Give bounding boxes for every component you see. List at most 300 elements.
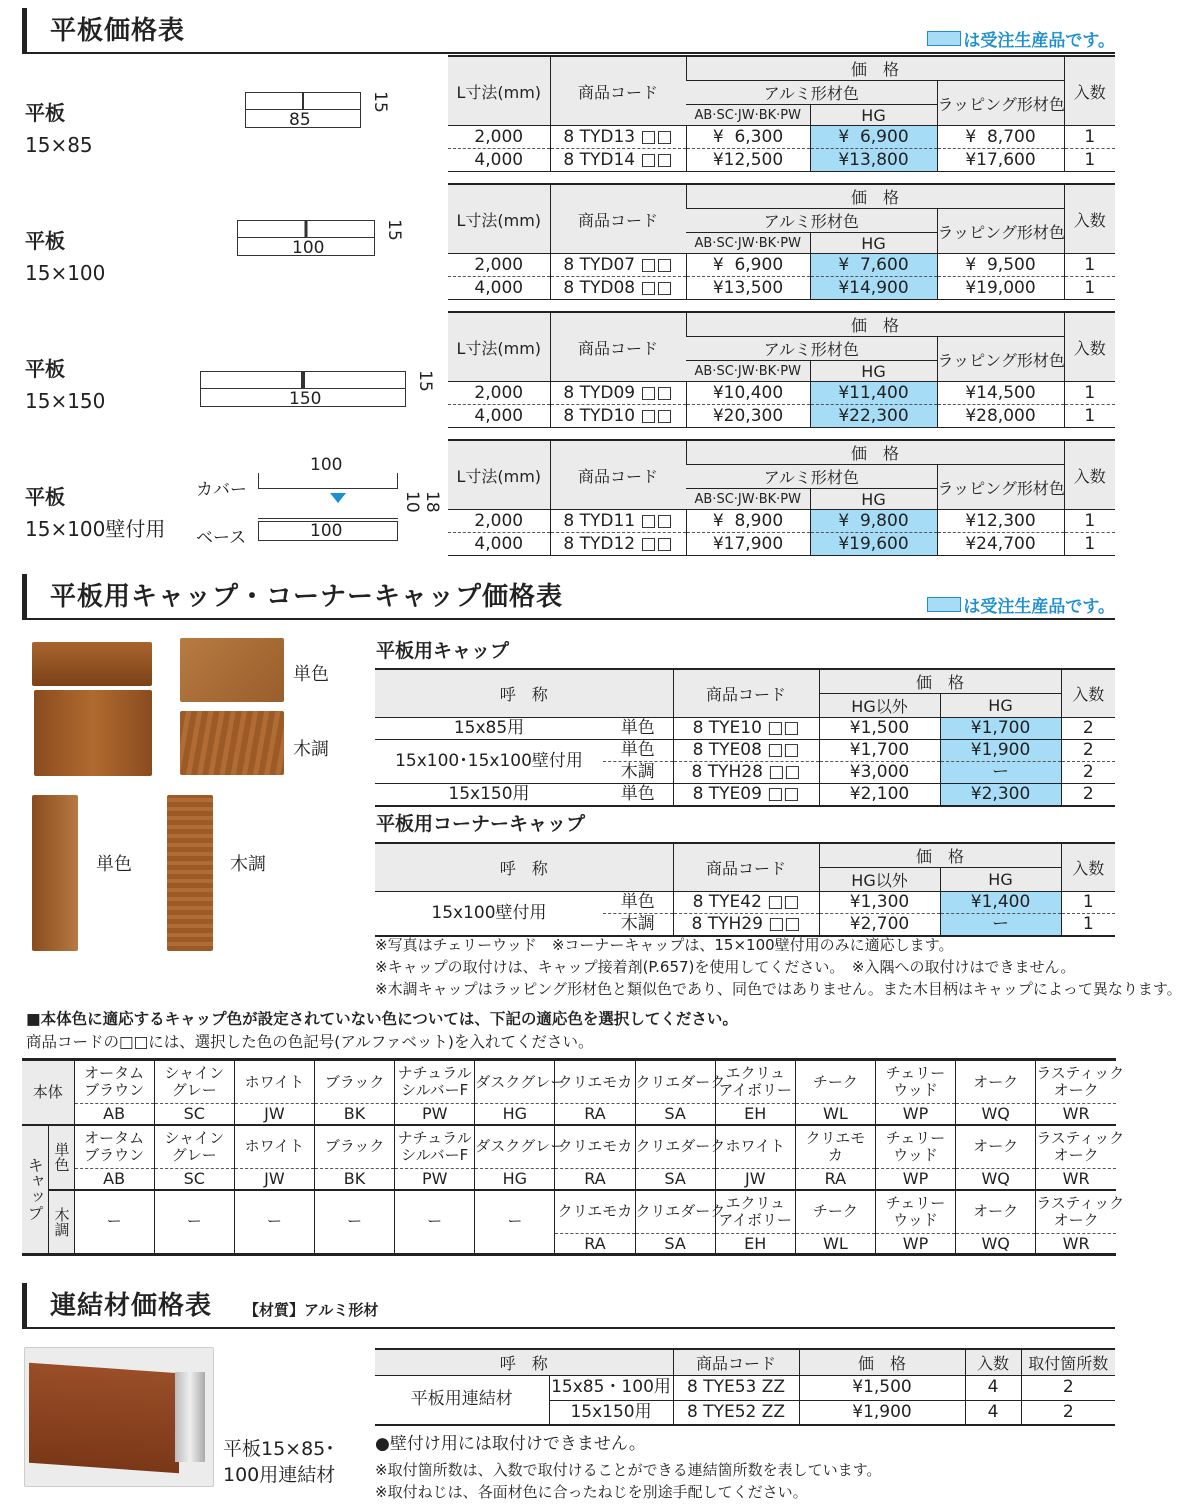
cell-wrap-price: ¥12,300 [937,510,1064,533]
cell-qty: 1 [1064,510,1115,533]
cell-length: 2,000 [448,510,550,533]
header-alumi: アルミ形材色 [686,337,937,361]
board-photo [34,690,152,776]
color-name: クリエモ カ [795,1125,875,1169]
header-price: 価 格 [686,312,1064,337]
color-name: ホワイト [234,1125,314,1169]
color-code: WQ [956,1104,1036,1125]
cell-hg-price: ¥2,300 [940,784,1061,807]
cell-hg-price: ¥ 6,900 [810,126,937,149]
connector-price-table [375,1348,1115,1426]
table-row [375,718,1115,740]
cell-qty: 1 [1061,892,1115,914]
cell-alumi-price: ¥ 6,300 [686,126,810,149]
cell-qty: 1 [1064,126,1115,149]
cell-hg-price: ¥1,700 [940,718,1061,740]
cell-alumi-price: ¥ 8,900 [686,510,810,533]
color-code-row [22,1104,1116,1125]
table-row [448,382,1115,405]
cell-alumi-price: ¥12,500 [686,149,810,172]
color-name: ラスティック オーク [1036,1060,1116,1104]
color-name: クリエモカ [555,1125,635,1169]
made-to-order-legend [927,592,1115,617]
header-price: 価 格 [819,843,1061,868]
header-length: L寸法(mm) [448,184,550,254]
cell-price: ¥1,300 [819,892,940,914]
product-price-table [448,183,1115,300]
legend-text: は受注生産品です。 [963,31,1115,51]
cap-table-title: 平板用キャップ [376,640,510,662]
header-hg: HG [810,105,937,126]
color-name: ラスティック オーク [1036,1125,1116,1169]
color-code: SC [154,1169,234,1190]
width-dimension: 150 [289,389,322,409]
color-code: WR [1036,1104,1116,1125]
color-code: SA [635,1234,715,1255]
color-code: WL [795,1104,875,1125]
connector-photo [24,1347,214,1487]
header-name: 呼 称 [375,669,673,718]
cell-alumi-price: ¥17,900 [686,533,810,556]
solid-color-swatch [180,638,284,702]
cap-price-table [375,668,1115,807]
color-name: ホワイト [234,1060,314,1104]
note: ※キャップの取付けは、キャップ接着剤(P.657)を使用してください。 ※入隅への取付けはできません。 [375,958,1076,976]
cell-code: 8 TYE42 □□ [673,892,819,914]
header-qty: 入数 [1064,184,1115,254]
cell-qty: 1 [1064,277,1115,300]
color-code: WR [1036,1169,1116,1190]
cell-code: 8 TYD07 □□ [550,254,686,277]
product-name: 平板 [25,357,65,381]
cell-price: ¥1,500 [799,1375,965,1400]
table-row [448,510,1115,533]
color-name: ー [154,1190,234,1255]
table-row [448,254,1115,277]
cell-qty: 1 [1061,914,1115,937]
product-name: 平板 [25,485,65,509]
color-code: WR [1036,1234,1116,1255]
color-code: WP [875,1104,955,1125]
cell-type: 単色 [603,718,673,740]
color-lead: ■本体色に適応するキャップ色が設定されていない色については、下記の適応色を選択してください。 [26,1010,738,1028]
header-row [448,56,1115,81]
cell-code: 8 TYE08 □□ [673,740,819,762]
color-name: ー [234,1190,314,1255]
color-name: シャイン グレー [154,1125,234,1169]
color-code: AB [74,1104,154,1125]
header-price: 価 格 [799,1349,965,1375]
header-alumi-std: AB·SC·JW·BK·PW [686,105,810,126]
header-points: 取付箇所数 [1021,1349,1115,1375]
color-name: ダスクグレー [475,1060,555,1104]
cell-wrap-price: ¥28,000 [937,405,1064,428]
width-dimension: 100 [292,238,325,258]
connector-photo-label: 平板15×85･ 100用連結材 [223,1438,336,1486]
cell-qty: 1 [1064,149,1115,172]
section-title: 平板用キャップ・コーナーキャップ価格表 [50,582,564,612]
cell-price: ¥2,700 [819,914,940,937]
color-code: RA [555,1234,635,1255]
product-block [0,311,1142,436]
color-name: ラスティック オーク [1036,1190,1116,1234]
height-dimension: 15 [383,219,404,241]
cell-code: 8 TYD10 □□ [550,405,686,428]
cell-qty: 4 [965,1400,1021,1425]
base-label: ベース [196,528,247,548]
cell-name: 15x85用 [375,718,603,740]
header-row [448,312,1115,337]
cap-photo-top [32,642,152,686]
cell-qty: 4 [965,1375,1021,1400]
cell-qty: 1 [1064,382,1115,405]
cell-qty: 1 [1064,254,1115,277]
product-size: 15×100 [25,261,106,285]
cell-alumi-price: ¥13,500 [686,277,810,300]
height-dimensions: 18 10 [402,491,442,513]
cell-qty: 2 [1061,762,1115,784]
cell-hg-price: ¥14,900 [810,277,937,300]
cell-price: ¥1,500 [819,718,940,740]
made-to-order-legend [927,26,1115,51]
header-wrap: ラッピング形材色 [937,465,1064,510]
section-title: 平板価格表 [50,16,186,46]
corner-cap-table-title: 平板用コーナーキャップ [376,813,586,835]
cell-hg-price: ¥13,800 [810,149,937,172]
cell-code: 8 TYD11 □□ [550,510,686,533]
color-code: WP [875,1169,955,1190]
color-name: クリエダーク [635,1060,715,1104]
cell-qty: 1 [1064,533,1115,556]
color-name: ナチュラル シルバーF [395,1060,475,1104]
cell-hg-price: ¥11,400 [810,382,937,405]
color-name: ダスクグレー [475,1125,555,1169]
color-name: ー [314,1190,394,1255]
color-name: ナチュラル シルバーF [395,1125,475,1169]
legend-swatch [927,31,961,46]
header-code: 商品コード [550,56,686,126]
header-row [375,669,1115,694]
color-code: SA [635,1104,715,1125]
color-code: WP [875,1234,955,1255]
cap-color-table [22,1058,1125,1256]
corner-cap-solid-photo [32,795,78,951]
cell-alumi-price: ¥20,300 [686,405,810,428]
header-hg: HG [940,694,1061,718]
cover-profile [258,473,398,489]
cell-type: 単色 [603,892,673,914]
cell-type: 単色 [603,784,673,807]
cell-length: 4,000 [448,533,550,556]
header-length: L寸法(mm) [448,56,550,126]
color-code: PW [395,1169,475,1190]
cell-qty: 1 [1064,405,1115,428]
cell-code: 8 TYE09 □□ [673,784,819,807]
color-code: WQ [956,1169,1036,1190]
header-wrap: ラッピング形材色 [937,209,1064,254]
table-row [375,740,1115,762]
cell-hg-price: ¥ 7,600 [810,254,937,277]
board-profile [237,220,375,238]
note: ※木調キャップはラッピング形材色と類似色であり、同色ではありません。また木目柄はキャップによって異なります。 [375,980,1182,998]
cell-hg-price: ¥1,400 [940,892,1061,914]
section-header-connector-prices [22,1283,1115,1329]
section-header-flat-board-prices [22,8,1115,54]
photo-label-wood: 木調 [293,739,329,760]
cell-hg-price: ¥1,900 [940,740,1061,762]
cell-length: 2,000 [448,254,550,277]
legend-text: は受注生産品です。 [963,597,1115,617]
cell-type: 木調 [603,762,673,784]
legend-swatch [927,597,961,612]
product-block [0,439,1142,564]
cell-code: 8 TYH28 □□ [673,762,819,784]
color-name-row [22,1125,1116,1169]
cell-alumi-price: ¥ 6,900 [686,254,810,277]
table-row [448,149,1115,172]
color-name: クリエモカ [555,1190,635,1234]
product-size: 15×100壁付用 [25,517,166,541]
body-label: 本体 [22,1060,74,1125]
header-alumi-std: AB·SC·JW·BK·PW [686,489,810,510]
color-code: EH [715,1104,795,1125]
header-qty: 入数 [965,1349,1021,1375]
product-name: 平板 [25,229,65,253]
cell-qty: 2 [1061,718,1115,740]
color-name: オーク [956,1190,1036,1234]
header-row [375,1349,1115,1375]
color-code: RA [795,1169,875,1190]
header-qty: 入数 [1064,440,1115,510]
header-non-hg: HG以外 [819,868,940,892]
header-code: 商品コード [550,440,686,510]
header-qty: 入数 [1064,56,1115,126]
color-code: JW [715,1169,795,1190]
color-name: ー [475,1190,555,1255]
header-price: 価 格 [686,56,1064,81]
color-name: エクリュ アイボリー [715,1190,795,1234]
header-hg: HG [810,361,937,382]
cover-width-dimension: 100 [310,455,343,475]
cell-price: ¥3,000 [819,762,940,784]
product-price-table [448,55,1115,172]
solid-label: 単色 [48,1125,74,1190]
color-code: WQ [956,1234,1036,1255]
cell-code: 8 TYD08 □□ [550,277,686,300]
cell-wrap-price: ¥ 9,500 [937,254,1064,277]
cell-points: 2 [1021,1375,1115,1400]
section-title: 連結材価格表 [50,1291,213,1321]
color-code: JW [234,1104,314,1125]
cell-name: 15x100･15x100壁付用 [375,740,603,784]
header-hg: HG [810,233,937,254]
color-code: RA [555,1104,635,1125]
note: ●壁付け用には取付けできません。 [375,1434,646,1454]
cell-code: 8 TYE10 □□ [673,718,819,740]
header-bar [22,574,27,618]
wood-grain-swatch [180,711,284,775]
header-price: 価 格 [686,440,1064,465]
table-row [448,277,1115,300]
header-alumi-std: AB·SC·JW·BK·PW [686,233,810,254]
product-block [0,183,1142,308]
cell-name: 15x100壁付用 [375,892,603,937]
cross-section-diagram [190,203,440,293]
cell-wrap-price: ¥14,500 [937,382,1064,405]
color-name: エクリュ アイボリー [715,1060,795,1104]
cross-section-diagram [190,75,440,165]
color-name: ブラック [314,1125,394,1169]
table-row [375,892,1115,914]
product-size: 15×150 [25,389,106,413]
board-profile [245,92,361,110]
cell-alumi-price: ¥10,400 [686,382,810,405]
product-price-table [448,439,1115,556]
cell-code: 8 TYD09 □□ [550,382,686,405]
cell-code: 8 TYE53 ZZ [673,1375,799,1400]
cell-group-name: 平板用連結材 [410,1389,513,1410]
section-header-cap-prices [22,574,1115,620]
color-name: ー [395,1190,475,1255]
table-row [375,1375,1115,1400]
header-qty: 入数 [1061,843,1115,892]
header-row [448,184,1115,209]
cap-label: キャップ [22,1125,48,1255]
header-alumi: アルミ形材色 [686,81,937,105]
header-alumi: アルミ形材色 [686,209,937,233]
color-code: SC [154,1104,234,1125]
photo-label-solid: 単色 [96,854,132,875]
header-length: L寸法(mm) [448,312,550,382]
header-wrap: ラッピング形材色 [937,337,1064,382]
note: ※取付箇所数は、入数で取付けることができる連結箇所数を表しています。 [375,1461,882,1479]
header-code: 商品コード [673,1349,799,1375]
color-code: SA [635,1169,715,1190]
corner-cap-price-table [375,842,1115,937]
height-dimension: 15 [414,370,435,392]
table-row [448,533,1115,556]
color-name: クリエダーク [635,1125,715,1169]
color-name: ホワイト [715,1125,795,1169]
cross-section-diagram [190,455,442,549]
product-block [0,55,1142,180]
header-row [375,843,1115,868]
header-qty: 入数 [1061,669,1115,718]
cell-length: 2,000 [448,382,550,405]
cell-wrap-price: ¥ 8,700 [937,126,1064,149]
product-size: 15×85 [25,133,93,157]
header-code: 商品コード [550,312,686,382]
color-name: オータム ブラウン [74,1060,154,1104]
photo-label-wood: 木調 [230,854,266,875]
header-name: 呼 称 [375,843,673,892]
cell-hg-price: ー [940,914,1061,937]
header-name: 呼 称 [375,1349,673,1375]
color-name: ー [74,1190,154,1255]
header-wrap: ラッピング形材色 [937,81,1064,126]
header-bar [22,8,27,52]
header-alumi-std: AB·SC·JW·BK·PW [686,361,810,382]
base-width-dimension: 100 [310,521,343,541]
product-name: 平板 [25,101,65,125]
cell-price: ¥1,900 [799,1400,965,1425]
cell-length: 4,000 [448,405,550,428]
photo-label-solid: 単色 [293,664,329,685]
header-row [448,440,1115,465]
cell-code: 8 TYH29 □□ [673,914,819,937]
table-row [448,405,1115,428]
cell-points: 2 [1021,1400,1115,1425]
cell-length: 4,000 [448,277,550,300]
color-code: JW [234,1169,314,1190]
header-hg: HG [810,489,937,510]
color-code: BK [314,1104,394,1125]
arrow-down-icon [330,493,346,503]
cell-size: 15x150用 [549,1400,673,1425]
cell-wrap-price: ¥24,700 [937,533,1064,556]
header-code: 商品コード [673,669,819,718]
header-hg: HG [940,868,1061,892]
header-bar [22,1283,27,1327]
header-price: 価 格 [686,184,1064,209]
color-name-row [22,1060,1116,1104]
color-name: ブラック [314,1060,394,1104]
table-row [448,126,1115,149]
header-length: L寸法(mm) [448,440,550,510]
cell-code: 8 TYE52 ZZ [673,1400,799,1425]
color-name: シャイン グレー [154,1060,234,1104]
header-qty: 入数 [1064,312,1115,382]
material-label: 【材質】アルミ形材 [244,1301,379,1319]
cell-code: 8 TYD12 □□ [550,533,686,556]
table-row [375,784,1115,807]
color-name: オーク [956,1060,1036,1104]
color-code: HG [475,1169,555,1190]
color-name: クリエモカ [555,1060,635,1104]
color-name: チーク [795,1190,875,1234]
cell-hg-price: ¥22,300 [810,405,937,428]
note: ※写真はチェリーウッド ※コーナーキャップは、15×100壁付用のみに適応します。 [375,936,954,954]
color-code: PW [395,1104,475,1125]
corner-cap-wood-photo [167,795,213,951]
cell-hg-price: ¥19,600 [810,533,937,556]
cell-name: 15x150用 [375,784,603,807]
cell-hg-price: ¥ 9,800 [810,510,937,533]
color-code: RA [555,1169,635,1190]
color-code: EH [715,1234,795,1255]
cell-type: 単色 [603,740,673,762]
cell-code: 8 TYD13 □□ [550,126,686,149]
color-name: オータム ブラウン [74,1125,154,1169]
header-non-hg: HG以外 [819,694,940,718]
header-code: 商品コード [673,843,819,892]
connector-metal [175,1372,205,1462]
cell-size: 15x85・100用 [549,1375,673,1400]
product-price-table [448,311,1115,428]
cell-wrap-price: ¥19,000 [937,277,1064,300]
note: ※取付ねじは、各面材色に合ったねじを別途手配してください。 [375,1483,808,1501]
connector-wood [29,1363,179,1473]
color-code: HG [475,1104,555,1125]
cell-qty: 2 [1061,784,1115,807]
color-name: チェリー ウッド [875,1125,955,1169]
color-code: AB [74,1169,154,1190]
cell-qty: 2 [1061,740,1115,762]
color-code: BK [314,1169,394,1190]
color-code: WL [795,1234,875,1255]
cell-hg-price: ー [940,762,1061,784]
base-profile [258,507,398,519]
